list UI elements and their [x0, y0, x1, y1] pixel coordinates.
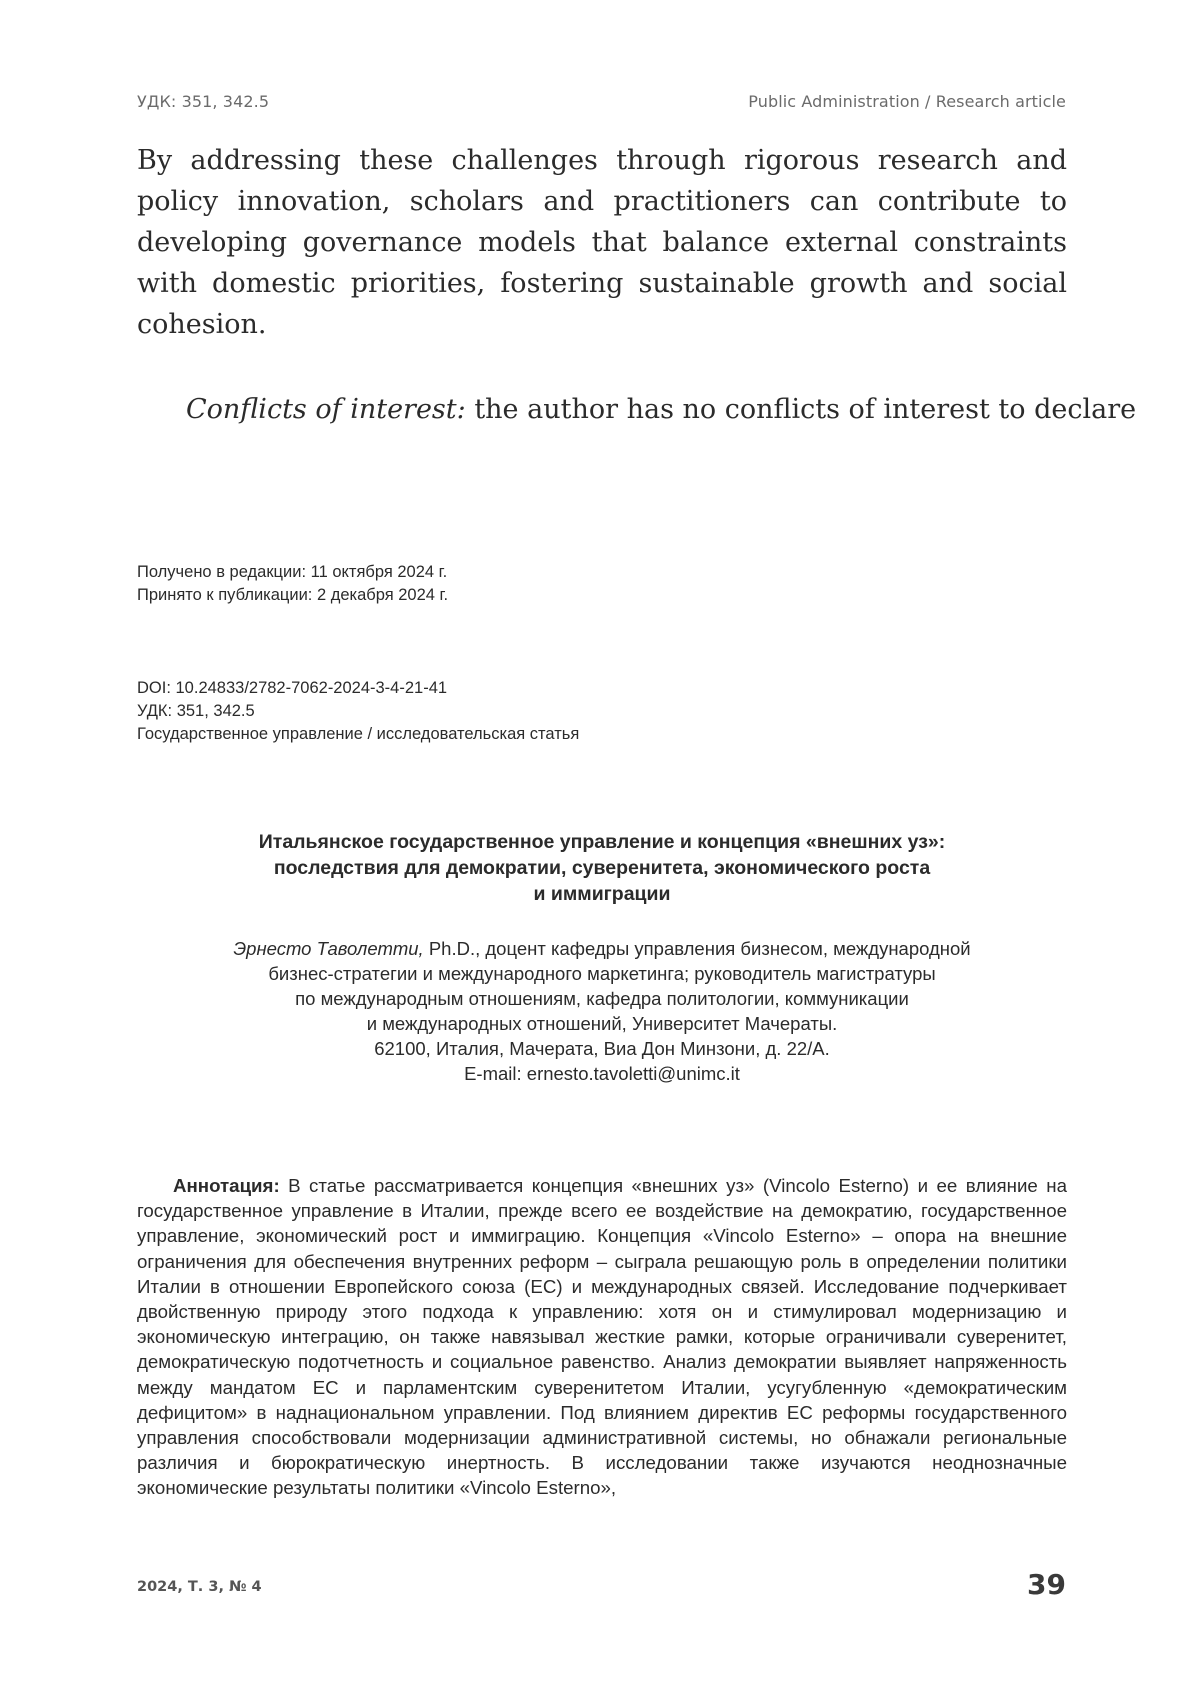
abstract-text: В статье рассматривается концепция «внешних уз» (Vincolo Esterno) и ее влияние на государственное управление в Италии, прежде всего ее воздействие на демократию, государственное управление, экономический рост и иммиграцию. Концепция «Vincolo Esterno» – опора на внешние ограничения для обеспечения внутренних реформ – сыграла решающую роль в определении политики Италии в отношении Европейского союза (ЕС) и международных связей. Исследование подчеркивает двойственную природу этого подхода к управлению: хотя он и стимулировал модернизацию и экономическую интеграцию, он также навязывал жесткие рамки, которые ограничивали суверенитет, демократическую подотчетность и социальное равенство. Анализ демократии выявляет напряженность между мандатом ЕС и парламентским суверенитетом Италии, усугубленную «демократическим дефицитом» в наднациональном управлении. Под влиянием директив ЕС реформы государственного управления способствовали модернизации административной системы, но обнажали региональные различия и бюрократическую инертность. В исследовании также изучаются неоднозначные экономические результаты политики «Vincolo Esterno»,: [137, 1175, 1067, 1498]
doi: DOI: 10.24833/2782-7062-2024-3-4-21-41: [137, 677, 579, 700]
article-identifiers: [137, 677, 579, 746]
abstract: [137, 1173, 1067, 1501]
intro-paragraph: By addressing these challenges through rigorous research and policy innovation, scholars and practitioners can contribute to developing governance models that balance external constraints with domestic priorities, fostering sustainable growth and social cohesion.: [137, 140, 1067, 345]
header-udk: УДК: 351, 342.5: [137, 92, 269, 111]
udk: УДК: 351, 342.5: [137, 700, 579, 723]
editorial-dates: [137, 561, 448, 607]
article-title: [137, 829, 1067, 907]
author-affiliation: и международных отношений, Университет Мачераты.: [137, 1011, 1067, 1036]
author-name: Эрнесто Таволетти,: [233, 938, 423, 959]
title-line: и иммиграции: [137, 881, 1067, 907]
title-line: последствия для демократии, суверенитета, экономического роста: [137, 855, 1067, 881]
issue-info: 2024, Т. 3, № 4: [137, 1579, 262, 1595]
author-affiliation: по международным отношениям, кафедра политологии, коммуникации: [137, 986, 1067, 1011]
author-affiliation: Ph.D., доцент кафедры управления бизнесом, международной: [424, 938, 971, 959]
conflicts-text: the author has no conflicts of interest to declare: [466, 394, 1136, 425]
received-date: Получено в редакции: 11 октября 2024 г.: [137, 561, 448, 584]
accepted-date: Принято к публикации: 2 декабря 2024 г.: [137, 584, 448, 607]
conflicts-of-interest: [186, 390, 1136, 430]
header-section: Public Administration / Research article: [748, 92, 1066, 111]
author-email: E-mail: ernesto.tavoletti@unimc.it: [137, 1061, 1067, 1086]
author-address: 62100, Италия, Мачерата, Виа Дон Минзони, д. 22/А.: [137, 1036, 1067, 1061]
conflicts-label: Conflicts of interest:: [186, 394, 466, 425]
abstract-label: Аннотация:: [173, 1175, 280, 1196]
author-affiliation: бизнес-стратегии и международного маркетинга; руководитель магистратуры: [137, 961, 1067, 986]
title-line: Итальянское государственное управление и концепция «внешних уз»:: [137, 829, 1067, 855]
article-category: Государственное управление / исследовательская статья: [137, 723, 579, 746]
page-number: 39: [1027, 1568, 1066, 1601]
author-info: [137, 936, 1067, 1086]
